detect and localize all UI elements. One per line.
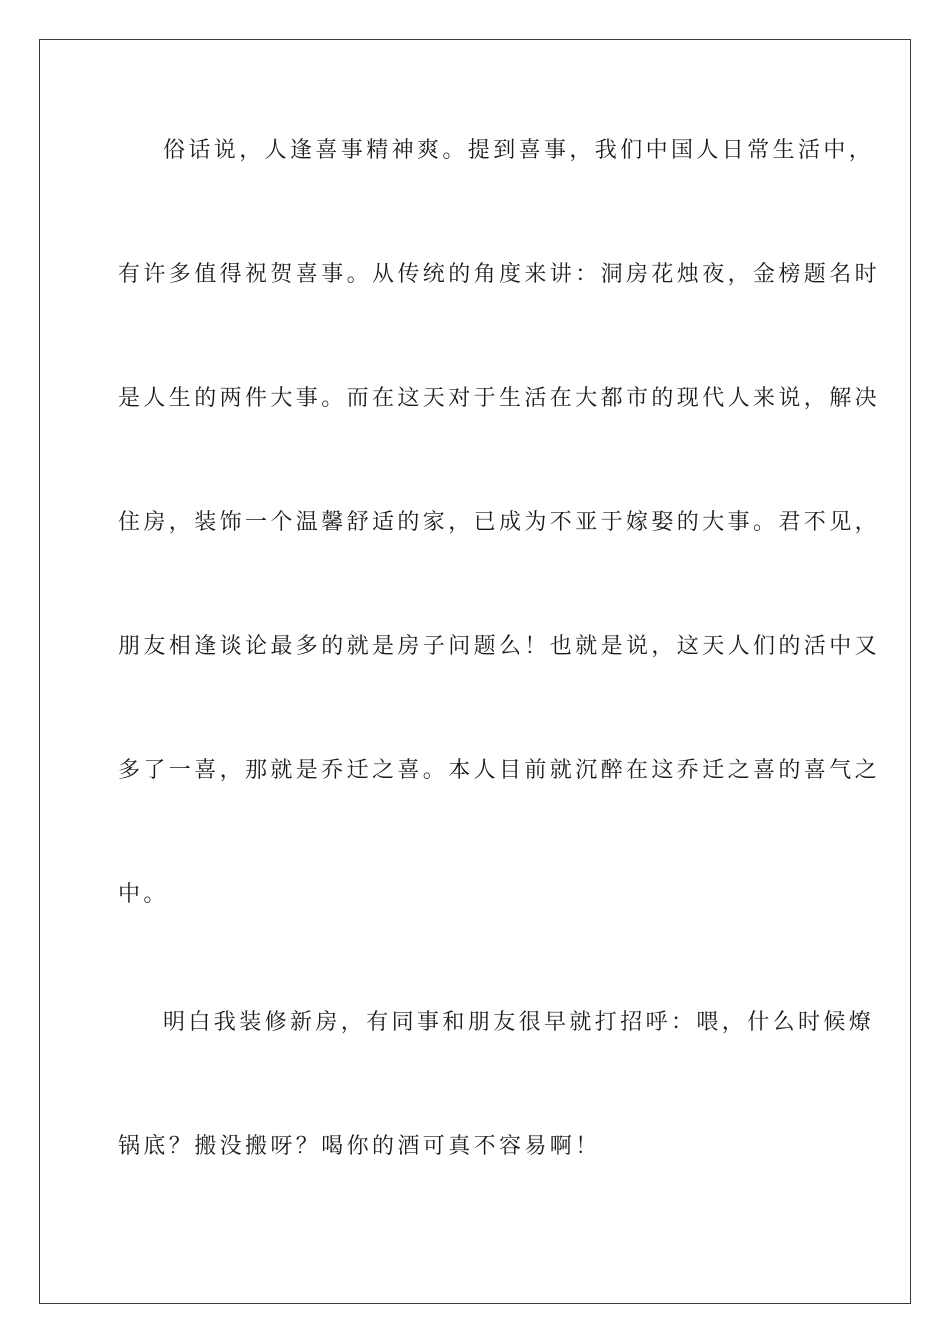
paragraph-1-line-7: 中。 — [118, 882, 169, 907]
paragraph-1-line-3: 是人生的两件大事。而在这天对于生活在大都市的现代人来说，解决 — [118, 386, 881, 411]
paragraph-1-line-5: 朋友相逢谈论最多的就是房子问题么！也就是说，这天人们的活中又 — [118, 634, 881, 659]
paragraph-1-line-6: 多了一喜，那就是乔迁之喜。本人目前就沉醉在这乔迁之喜的喜气之 — [118, 758, 881, 783]
paragraph-2-line-1: 明白我装修新房，有同事和朋友很早就打招呼：喂，什么时候燎 — [163, 1010, 875, 1035]
page-border — [39, 39, 911, 1304]
paragraph-1-line-2: 有许多值得祝贺喜事。从传统的角度来讲：洞房花烛夜，金榜题名时 — [118, 262, 881, 287]
paragraph-1-line-1: 俗话说，人逢喜事精神爽。提到喜事，我们中国人日常生活中， — [163, 138, 875, 163]
paragraph-2-line-2: 锅底？搬没搬呀？喝你的酒可真不容易啊！ — [118, 1134, 601, 1159]
paragraph-1-line-4: 住房，装饰一个温馨舒适的家，已成为不亚于嫁娶的大事。君不见， — [118, 510, 881, 535]
